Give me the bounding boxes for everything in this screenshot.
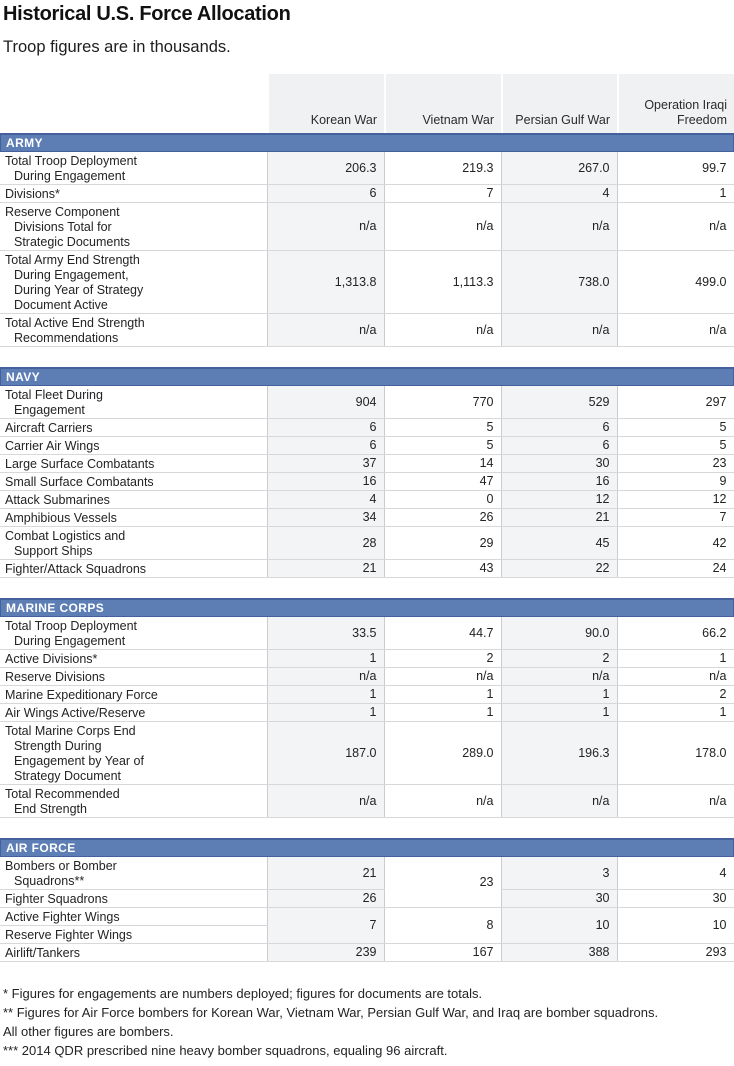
value-cell: 1 [267,650,384,668]
value-cell: 5 [617,419,734,437]
row-label [0,419,267,437]
value-cell: 289.0 [384,722,501,785]
value-cell: 4 [267,491,384,509]
table-row [0,491,734,509]
value-cell: 1 [501,704,617,722]
row-label-line: Fighter Squadrons [5,892,108,906]
value-cell: 33.5 [267,617,384,650]
value-cell: 21 [501,509,617,527]
row-label-line: Air Wings Active/Reserve [5,706,146,720]
value-cell: 42 [617,527,734,560]
page [0,2,734,1066]
section-table [0,386,734,578]
value-cell: 6 [501,437,617,455]
section-header-navy: NAVY [0,367,734,386]
value-cell: 1 [617,185,734,203]
row-label-line: During Engagement [14,169,126,183]
row-label [0,527,267,560]
column-header-persian-gulf-war: Persian Gulf War [501,74,617,133]
value-cell: 239 [267,944,384,962]
value-cell: n/a [617,314,734,347]
value-cell: 6 [501,419,617,437]
value-cell: 2 [501,650,617,668]
row-label-line: Support Ships [14,544,93,558]
row-label [0,203,267,251]
row-label [0,617,267,650]
table-row [0,617,734,650]
value-cell: 1 [384,686,501,704]
row-label-line: Attack Submarines [5,493,110,507]
row-label-line: Total Troop Deployment [5,154,138,168]
value-cell: 770 [384,386,501,419]
table-row [0,251,734,314]
value-cell: 6 [267,437,384,455]
value-cell: 167 [384,944,501,962]
row-label-line: Reserve Divisions [5,670,106,684]
row-label-line: Total Army End Strength [5,253,140,267]
row-label [0,491,267,509]
table-row [0,185,734,203]
row-label-line: Aircraft Carriers [5,421,93,435]
row-label-line: Engagement by Year of [14,754,144,768]
table-row [0,314,734,347]
row-label-line: Active Fighter Wings [5,910,120,924]
value-cell: 5 [617,437,734,455]
value-cell: 187.0 [267,722,384,785]
value-cell: 44.7 [384,617,501,650]
row-label-line: During Year of Strategy [14,283,144,297]
row-label-line: Strength During [14,739,102,753]
table-row [0,455,734,473]
column-header-operation-iraqi-freedom: Operation Iraqi Freedom [617,74,734,133]
row-label-line: End Strength [14,802,87,816]
row-label [0,314,267,347]
value-cell: 12 [617,491,734,509]
column-headers [0,74,734,133]
page-title: Historical U.S. Force Allocation [3,3,291,25]
value-cell: 219.3 [384,152,501,185]
value-cell: 2 [617,686,734,704]
value-cell: 206.3 [267,152,384,185]
row-label-line: Airlift/Tankers [5,946,81,960]
value-cell: 7 [617,509,734,527]
section-header-air-force: AIR FORCE [0,838,734,857]
row-label [0,185,267,203]
value-cell: 196.3 [501,722,617,785]
value-cell: 9 [617,473,734,491]
value-cell: 5 [384,437,501,455]
value-cell: 28 [267,527,384,560]
table-row [0,686,734,704]
table-row [0,857,734,890]
value-cell: 4 [501,185,617,203]
value-cell: 7 [267,908,384,944]
value-cell: 22 [501,560,617,578]
row-label [0,785,267,818]
value-cell: 904 [267,386,384,419]
footnote-line: * Figures for engagements are numbers deployed; figures for documents are totals. [3,986,483,1001]
row-label [0,509,267,527]
page-subtitle: Troop figures are in thousands. [3,38,231,56]
row-label-line: Small Surface Combatants [5,475,154,489]
row-label [0,251,267,314]
row-label-line: Marine Expeditionary Force [5,688,158,702]
row-label-line: Reserve Component [5,205,120,219]
table-row [0,152,734,185]
value-cell: 1 [617,650,734,668]
table-row [0,785,734,818]
footnote-line: *** 2014 QDR prescribed nine heavy bomber squadrons, equaling 96 aircraft. [3,1043,448,1058]
value-cell: 3 [501,857,617,890]
table-row [0,650,734,668]
value-cell: 29 [384,527,501,560]
column-header-vietnam-war: Vietnam War [384,74,501,133]
section-table [0,152,734,347]
value-cell: 30 [617,890,734,908]
section-header-marine-corps: MARINE CORPS [0,598,734,617]
value-cell: 6 [267,419,384,437]
value-cell: 0 [384,491,501,509]
section-table [0,857,734,962]
value-cell: 34 [267,509,384,527]
value-cell: 90.0 [501,617,617,650]
table-row [0,203,734,251]
value-cell: 21 [267,560,384,578]
table-row [0,704,734,722]
row-label-line: Reserve Fighter Wings [5,928,133,942]
value-cell: 12 [501,491,617,509]
value-cell: n/a [501,785,617,818]
table-row [0,944,734,962]
value-cell: 10 [501,908,617,944]
row-label-line: Strategy Document [14,769,121,783]
value-cell: 499.0 [617,251,734,314]
row-label [0,857,267,890]
value-cell: 14 [384,455,501,473]
section-army [0,133,734,347]
value-cell: 5 [384,419,501,437]
row-label-line: Total Active End Strength [5,316,145,330]
value-cell: n/a [617,668,734,686]
table-row [0,722,734,785]
value-cell: 1 [384,704,501,722]
row-label-line: Divisions Total for [14,220,112,234]
row-label-line: During Engagement, [14,268,129,282]
value-cell: 8 [384,908,501,944]
value-cell: 10 [617,908,734,944]
value-cell: 2 [384,650,501,668]
row-label-line: Total Marine Corps End [5,724,136,738]
table-row [0,908,734,926]
value-cell: 267.0 [501,152,617,185]
value-cell: 26 [267,890,384,908]
row-label-line: Combat Logistics and [5,529,126,543]
value-cell: 23 [617,455,734,473]
row-label-line: Total Recommended [5,787,120,801]
value-cell: 1 [617,704,734,722]
value-cell: 30 [501,890,617,908]
table-row [0,560,734,578]
value-cell: 26 [384,509,501,527]
row-label-line: Divisions* [5,187,60,201]
row-label [0,650,267,668]
value-cell: 388 [501,944,617,962]
value-cell: 30 [501,455,617,473]
row-label-line: Recommendations [14,331,119,345]
footnote-line: ** Figures for Air Force bombers for Korean War, Vietnam War, Persian Gulf War, and Iraq are bomber squadrons. [3,1005,659,1020]
section-marine-corps [0,598,734,818]
value-cell: n/a [501,314,617,347]
section-air-force [0,838,734,962]
row-label [0,455,267,473]
table-row [0,527,734,560]
row-label-line: Document Active [14,298,108,312]
row-label [0,686,267,704]
row-label [0,473,267,491]
table-row [0,509,734,527]
value-cell: 1 [267,686,384,704]
table-sections [0,133,734,962]
value-cell: 178.0 [617,722,734,785]
value-cell: 37 [267,455,384,473]
value-cell: 23 [384,857,501,908]
row-label-line: Squadrons** [14,874,85,888]
value-cell: 6 [267,185,384,203]
value-cell: 7 [384,185,501,203]
row-label-line: Total Fleet During [5,388,103,402]
value-cell: 24 [617,560,734,578]
row-label [0,437,267,455]
row-label-line: Active Divisions* [5,652,98,666]
column-header-spacer [0,74,267,133]
row-label-line: Large Surface Combatants [5,457,155,471]
value-cell: n/a [617,203,734,251]
value-cell: 16 [267,473,384,491]
value-cell: 529 [501,386,617,419]
value-cell: 293 [617,944,734,962]
section-header-army: ARMY [0,133,734,152]
table-row [0,419,734,437]
value-cell: n/a [384,668,501,686]
table-row [0,386,734,419]
value-cell: n/a [267,203,384,251]
value-cell: 738.0 [501,251,617,314]
value-cell: n/a [501,203,617,251]
table-row [0,437,734,455]
row-label [0,890,267,908]
table-row [0,890,734,908]
value-cell: n/a [384,203,501,251]
column-header-korean-war: Korean War [267,74,384,133]
value-cell: n/a [501,668,617,686]
value-cell: 21 [267,857,384,890]
row-label [0,704,267,722]
value-cell: 16 [501,473,617,491]
value-cell: 1,313.8 [267,251,384,314]
value-cell: 4 [617,857,734,890]
table-row [0,668,734,686]
value-cell: 66.2 [617,617,734,650]
row-label [0,152,267,185]
value-cell: 297 [617,386,734,419]
row-label-line: During Engagement [14,634,126,648]
value-cell: 99.7 [617,152,734,185]
row-label [0,722,267,785]
value-cell: 1 [501,686,617,704]
footnotes [3,984,734,1060]
value-cell: n/a [267,314,384,347]
value-cell: 1,113.3 [384,251,501,314]
row-label-line: Carrier Air Wings [5,439,100,453]
value-cell: n/a [384,785,501,818]
value-cell: n/a [617,785,734,818]
value-cell: 43 [384,560,501,578]
value-cell: n/a [267,668,384,686]
row-label-line: Engagement [14,403,85,417]
row-label-line: Strategic Documents [14,235,131,249]
footnote-line: All other figures are bombers. [3,1024,174,1039]
row-label-line: Amphibious Vessels [5,511,117,525]
row-label [0,386,267,419]
value-cell: n/a [384,314,501,347]
row-label [0,926,267,944]
row-label-line: Bombers or Bomber [5,859,117,873]
value-cell: n/a [267,785,384,818]
row-label-line: Total Troop Deployment [5,619,138,633]
row-label [0,908,267,926]
row-label [0,944,267,962]
row-label [0,668,267,686]
row-label [0,560,267,578]
section-navy [0,367,734,578]
value-cell: 1 [267,704,384,722]
section-table [0,617,734,818]
value-cell: 47 [384,473,501,491]
table-row [0,473,734,491]
value-cell: 45 [501,527,617,560]
row-label-line: Fighter/Attack Squadrons [5,562,147,576]
